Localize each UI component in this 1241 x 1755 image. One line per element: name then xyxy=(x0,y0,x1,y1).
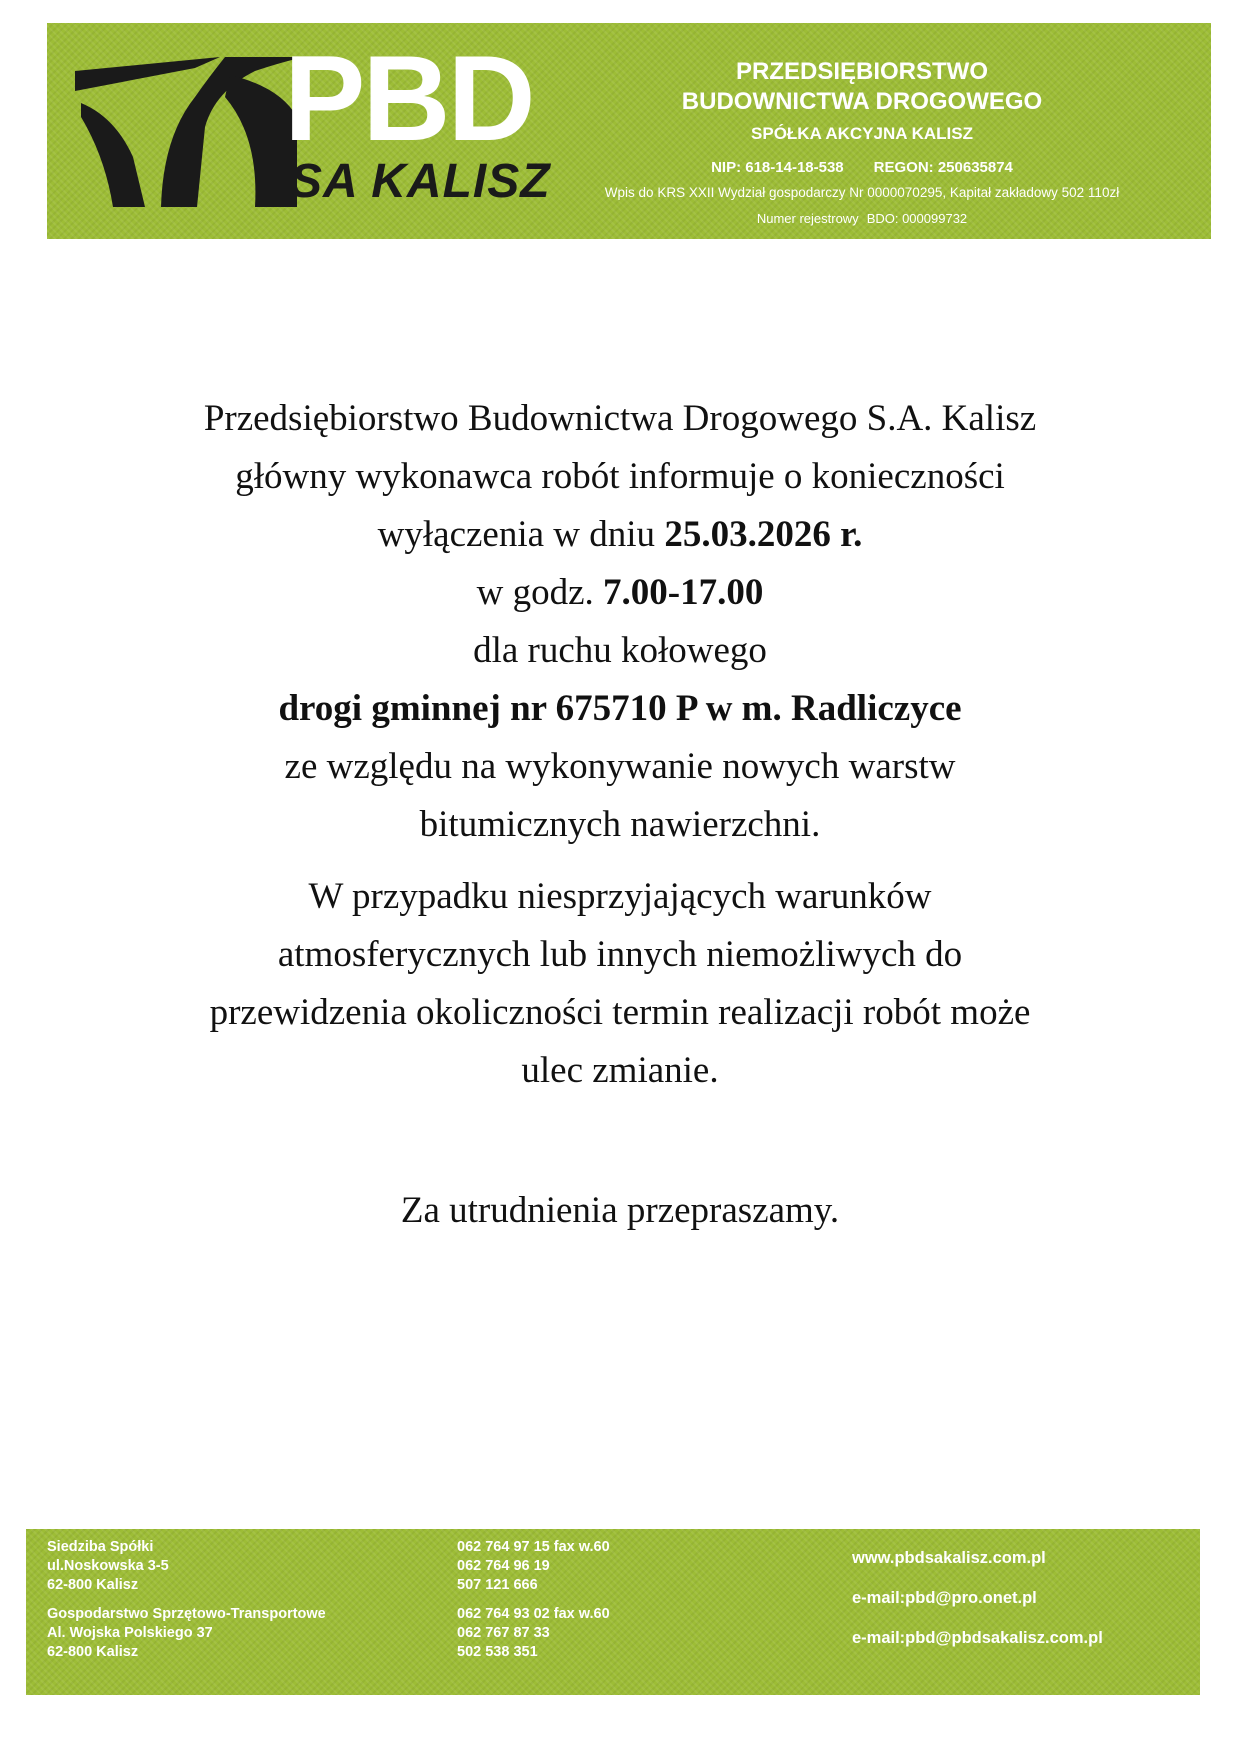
website-link[interactable]: www.pbdsakalisz.com.pl xyxy=(852,1549,1046,1567)
road-name: drogi gminnej nr 675710 P w m. Radliczyce xyxy=(278,688,962,729)
phone-number: 062 764 93 02 fax w.60 xyxy=(457,1606,610,1622)
road-logo-icon xyxy=(75,57,305,207)
letterhead-banner xyxy=(47,23,1211,239)
footer-banner xyxy=(26,1529,1200,1695)
notice-line: ze względu na wykonywanie nowych warstw xyxy=(284,746,956,787)
phone-number: 507 121 666 xyxy=(457,1577,538,1593)
notice-line: dla ruchu kołowego xyxy=(473,630,767,671)
date-prefix: wyłączenia w dniu xyxy=(377,514,665,555)
notice-line: główny wykonawca robót informuje o konieczności xyxy=(235,456,1005,497)
closure-hours: 7.00-17.00 xyxy=(603,572,764,613)
weather-note-line: atmosferycznych lub innych niemożliwych do xyxy=(277,934,963,975)
footer-phones xyxy=(457,1538,610,1662)
hours-prefix: w godz. xyxy=(476,572,604,613)
logo-wordmark: PBD xyxy=(284,30,533,166)
company-info xyxy=(522,57,1202,228)
footer-addresses xyxy=(47,1538,326,1662)
notice-body xyxy=(95,390,1145,1240)
company-name-line1: PRZEDSIĘBIORSTWO xyxy=(735,58,988,85)
notice-line: bitumicznych nawierzchni. xyxy=(419,804,821,845)
company-name-line3: SPÓŁKA AKCYJNA KALISZ xyxy=(751,124,973,143)
depot-title: Gospodarstwo Sprzętowo-Transportowe xyxy=(47,1606,326,1622)
weather-note-line: W przypadku niesprzyjających warunków xyxy=(308,876,932,917)
depot-phones xyxy=(457,1605,610,1662)
notice-line-hours xyxy=(95,564,1145,622)
notice-road xyxy=(95,680,1145,738)
logo-subtitle: SA KALISZ xyxy=(290,155,551,208)
email-link[interactable]: e-mail:pbd@pbdsakalisz.com.pl xyxy=(852,1629,1103,1647)
closure-date: 25.03.2026 r. xyxy=(664,514,863,555)
register-info xyxy=(522,210,1202,228)
closing-apology: Za utrudnienia przepraszamy. xyxy=(400,1190,840,1231)
company-ids xyxy=(522,158,1202,178)
phone-number: 062 764 97 15 fax w.60 xyxy=(457,1539,610,1555)
notice-line: Przedsiębiorstwo Budownictwa Drogowego S.A. Kalisz xyxy=(203,398,1037,439)
email-link[interactable]: e-mail:pbd@pro.onet.pl xyxy=(852,1589,1037,1607)
hq-address xyxy=(47,1538,326,1595)
footer-contacts xyxy=(852,1549,1103,1669)
nip-number: NIP: 618-14-18-538 xyxy=(711,159,844,176)
weather-note-line: ulec zmianie. xyxy=(521,1050,719,1091)
phone-number: 062 767 87 33 xyxy=(457,1625,550,1641)
hq-title: Siedziba Spółki xyxy=(47,1539,154,1555)
notice-line-date xyxy=(95,506,1145,564)
hq-phones xyxy=(457,1538,610,1595)
register-label: Numer rejestrowy xyxy=(756,211,859,226)
krs-registration: Wpis do KRS XXII Wydział gospodarczy Nr 0000070295, Kapitał zakładowy 502 110zł xyxy=(604,185,1120,200)
phone-number: 502 538 351 xyxy=(457,1644,538,1660)
bdo-number: BDO: 000099732 xyxy=(866,211,968,226)
regon-number: REGON: 250635874 xyxy=(873,159,1013,176)
hq-street: ul.Noskowska 3-5 xyxy=(47,1558,169,1574)
depot-city: 62-800 Kalisz xyxy=(47,1644,139,1660)
company-name-line2: BUDOWNICTWA DROGOWEGO xyxy=(681,88,1043,115)
phone-number: 062 764 96 19 xyxy=(457,1558,550,1574)
depot-address xyxy=(47,1605,326,1662)
depot-street: Al. Wojska Polskiego 37 xyxy=(47,1625,213,1641)
weather-note-line: przewidzenia okoliczności termin realizacji robót może xyxy=(209,992,1031,1033)
hq-city: 62-800 Kalisz xyxy=(47,1577,139,1593)
